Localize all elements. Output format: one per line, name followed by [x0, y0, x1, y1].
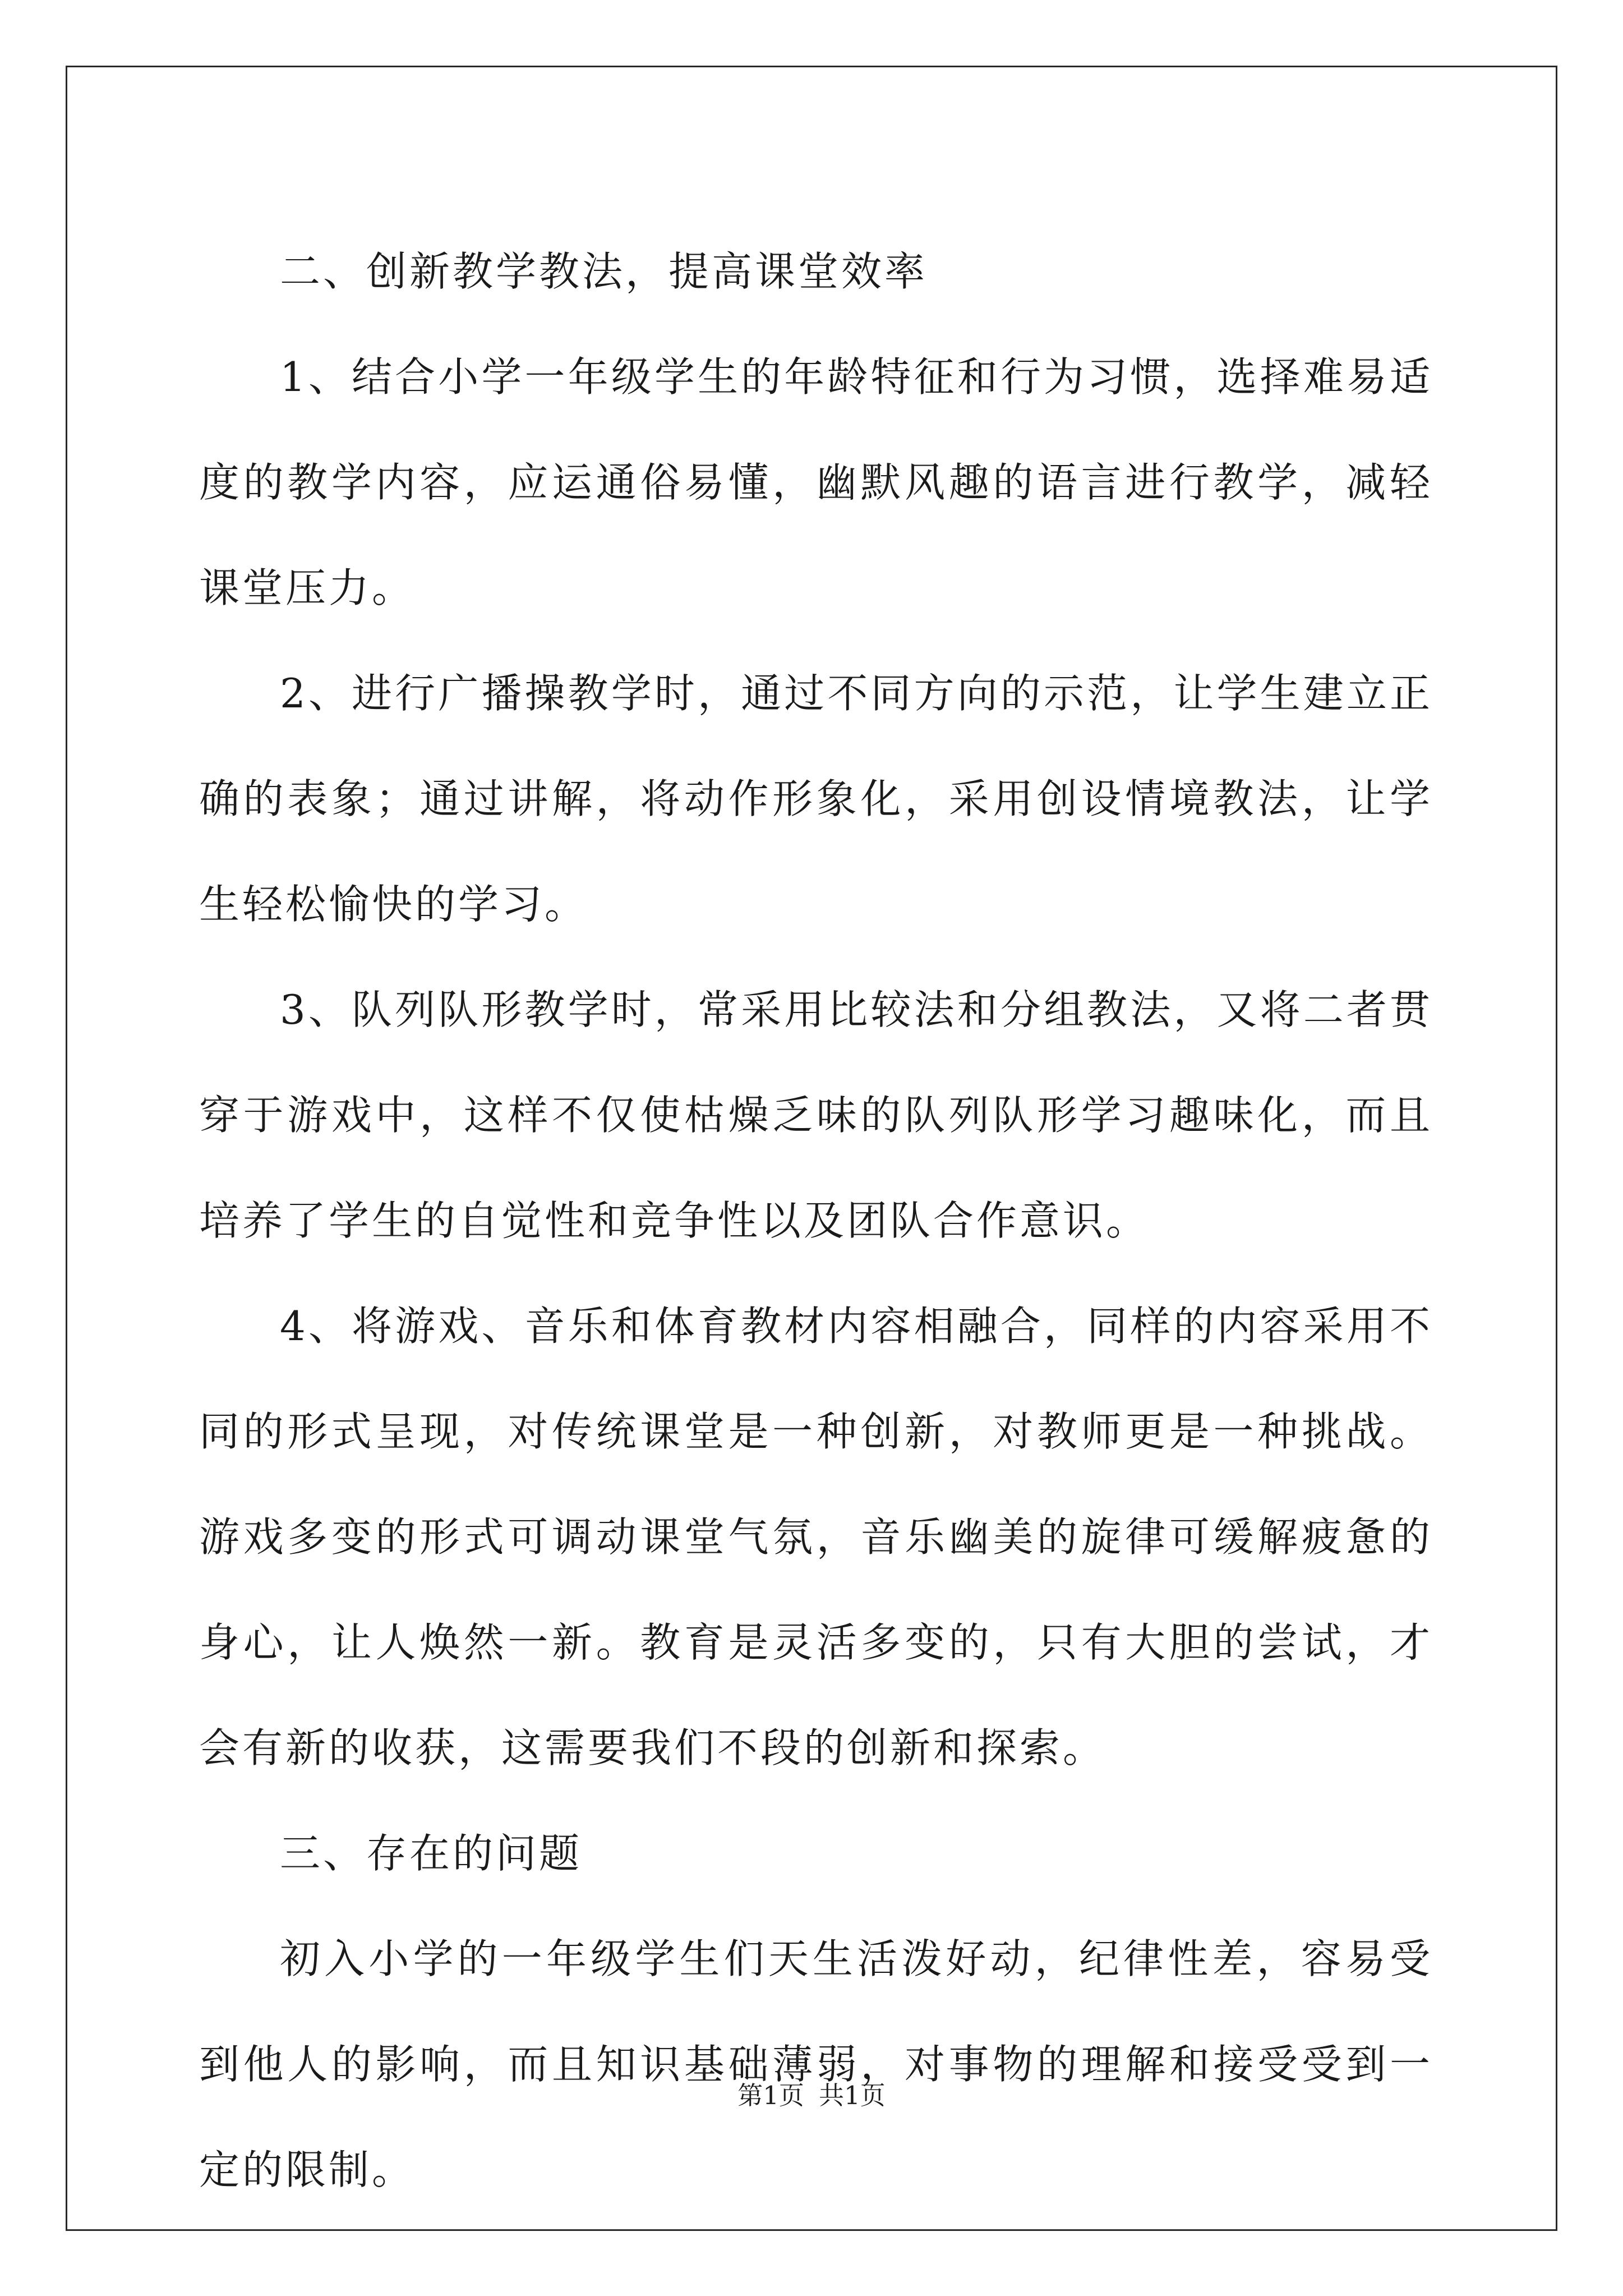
- page-number-total: 共1页: [819, 2081, 886, 2110]
- paragraph-problems: 初入小学的一年级学生们天生活泼好动，纪律性差，容易受到他人的影响，而且知识基础薄弱，对事物的理解和接受受到一定的限制。: [199, 1935, 1433, 2193]
- page-number-current: 第1页: [737, 2081, 804, 2110]
- section-heading-3: 三、存在的问题: [280, 1830, 583, 1877]
- section-heading-2: 二、创新教学教法，提高课堂效率: [280, 248, 928, 295]
- paragraph-item-4: 4、将游戏、音乐和体育教材内容相融合，同样的内容采用不同的形式呈现，对传统课堂是一种创新，对教师更是一种挑战。游戏多变的形式可调动课堂气氛，音乐幽美的旋律可缓解疲惫的身心，让人焕然一新。教育是灵活多变的，只有大胆的尝试，才会有新的收获，这需要我们不段的创新和探索。: [199, 1303, 1433, 1772]
- paragraph-item-1: 1、结合小学一年级学生的年龄特征和行为习惯，选择难易适度的教学内容，应运通俗易懂，幽默风趣的语言进行教学，减轻课堂压力。: [199, 353, 1433, 611]
- document-body: [199, 219, 1433, 2223]
- paragraph-item-2: 2、进行广播操教学时，通过不同方向的示范，让学生建立正确的表象；通过讲解，将动作形象化，采用创设情境教法，让学生轻松愉快的学习。: [199, 670, 1433, 928]
- paragraph-item-3: 3、队列队形教学时，常采用比较法和分组教法，又将二者贯穿于游戏中，这样不仅使枯燥乏味的队列队形学习趣味化，而且培养了学生的自觉性和竞争性以及团队合作意识。: [199, 986, 1433, 1244]
- page-footer: [0, 2079, 1623, 2113]
